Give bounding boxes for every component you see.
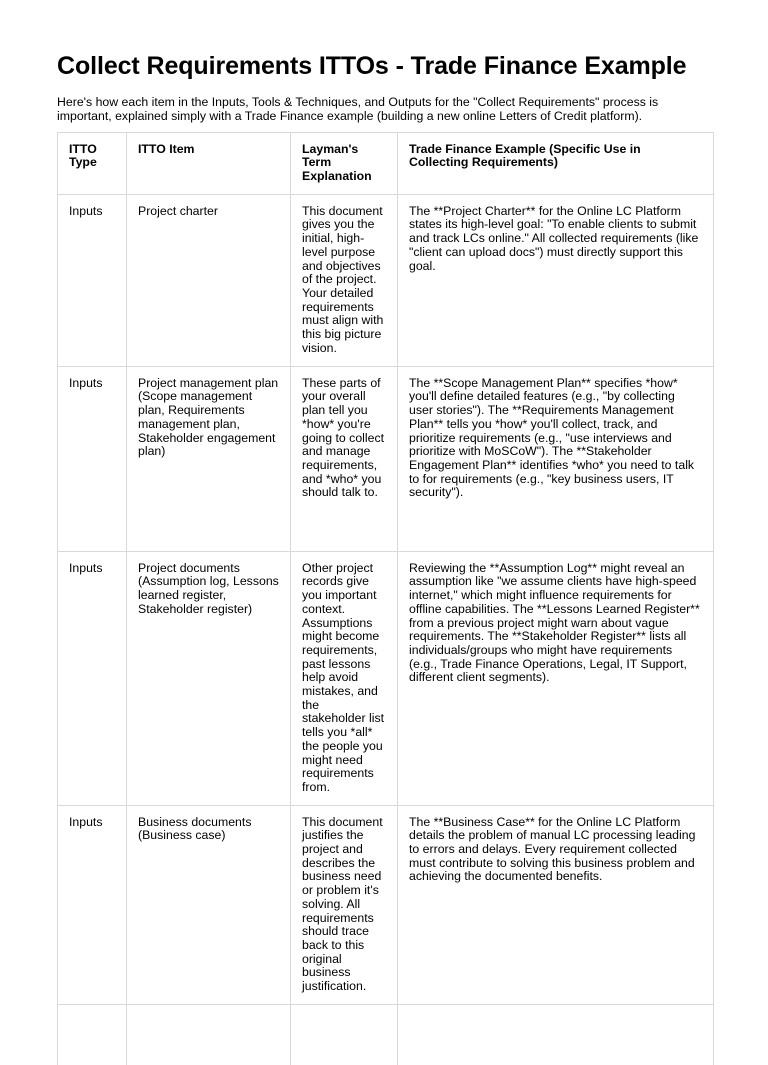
cell-trade-finance-example: The **Business Case** for the Online LC Platform details the problem of manual LC processing leading to errors and delays. Every requirement collected must contribute to solving this business problem and achieving the documented benefits. [398,805,714,1004]
cell-itto-type: Inputs [58,805,127,1004]
cell-itto-type: Inputs [58,194,127,366]
itto-table [57,132,714,1065]
table-row [58,194,714,366]
table-header-row [58,132,714,194]
intro-paragraph: Here's how each item in the Inputs, Tools & Techniques, and Outputs for the "Collect Requirements" process is important, explained simply with a Trade Finance example (building a new online Letters of Credit platform). [57,95,659,123]
cell-itto-item: Project charter [127,194,291,366]
cell-layman-explanation: This document gives you the initial, high-level purpose and objectives of the project. Your detailed requirements must align with this big picture vision. [291,194,398,366]
cell-itto-type: Inputs [58,551,127,805]
cell-layman-explanation: Other project records give you important context. Assumptions might become requirements, past lessons help avoid mistakes, and the stakeholder list tells you *all* the people you might need requirements from. [291,551,398,805]
cell-itto-item: Project documents (Assumption log, Lessons learned register, Stakeholder register) [127,551,291,805]
table-row-partial [58,1004,714,1065]
cell-empty [58,1004,127,1065]
cell-trade-finance-example: Reviewing the **Assumption Log** might reveal an assumption like "we assume clients have high-speed internet," which might influence requirements for offline capabilities. The **Lessons Learned Register** from a previous project might warn about vague requirements. The **Stakeholder Register** lists all individuals/groups who might have requirements (e.g., Trade Finance Operations, Legal, IT Support, different client segments). [398,551,714,805]
cell-trade-finance-example: The **Project Charter** for the Online LC Platform states its high-level goal: "To enable clients to submit and track LCs online." All collected requirements (like "client can upload docs") must directly support this goal. [398,194,714,366]
document-page [57,50,713,1065]
header-itto-item: ITTO Item [127,132,291,194]
cell-layman-explanation: This document justifies the project and describes the business need or problem it's solving. All requirements should trace back to this original business justification. [291,805,398,1004]
cell-itto-item: Project management plan (Scope management plan, Requirements management plan, Stakeholder engagement plan) [127,366,291,551]
cell-empty [291,1004,398,1065]
cell-trade-finance-example: The **Scope Management Plan** specifies *how* you'll define detailed features (e.g., "by collecting user stories"). The **Requirements Management Plan** tells you *how* you'll collect, track, and prioritize requirements (e.g., "use interviews and prioritize with MoSCoW"). The **Stakeholder Engagement Plan** identifies *who* you need to talk to for requirements (e.g., "key business users, IT security"). [398,366,714,551]
cell-empty [398,1004,714,1065]
cell-itto-type: Inputs [58,366,127,551]
header-trade-finance-example: Trade Finance Example (Specific Use in Collecting Requirements) [398,132,714,194]
table-row [58,805,714,1004]
cell-empty [127,1004,291,1065]
header-itto-type: ITTO Type [58,132,127,194]
table-row [58,366,714,551]
header-layman-explanation: Layman's Term Explanation [291,132,398,194]
page-title: Collect Requirements ITTOs - Trade Finance Example [57,52,687,80]
cell-layman-explanation: These parts of your overall plan tell you *how* you're going to collect and manage requirements, and *who* you should talk to. [291,366,398,551]
cell-itto-item: Business documents (Business case) [127,805,291,1004]
table-row [58,551,714,805]
